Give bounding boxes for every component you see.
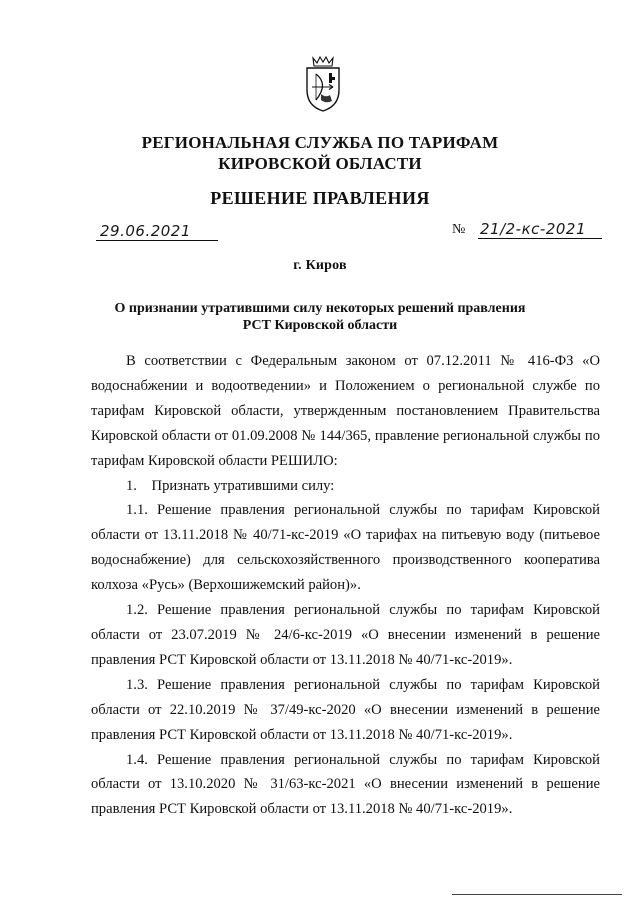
item-1-2: 1.2. Решение правления региональной службы по тарифам Кировской области от 23.07.2019 № 24/6-кс-2019 «О внесении изменений в решение правления РСТ Кировской области от 13.11.2018 № 40/71-кс-2019». <box>91 602 600 668</box>
organization-name-line2: КИРОВСКОЙ ОБЛАСТИ <box>218 154 422 173</box>
item-1-3: 1.3. Решение правления региональной службы по тарифам Кировской области от 22.10.2019 № 37/49-кс-2020 «О внесении изменений в решение правления РСТ Кировской области от 13.11.2018 № 40/71-кс-2019». <box>91 676 600 743</box>
city: г. Киров <box>293 258 347 273</box>
decision-number: 21/2-кс-2021 <box>478 220 602 239</box>
intro-paragraph: В соответствии с Федеральным законом от 07.12.2011 № 416-ФЗ «О водоснабжении и водоотведении» и Положением о региональной службе по тарифам Кировской области, утвержденным постановлением Правительства Кировской области от 01.09.2008 № 144/365, правление региональной службы по тарифам Кировской области РЕШИЛО: <box>91 353 600 469</box>
item-1-1: 1.1. Решение правления региональной службы по тарифам Кировской области от 13.11.2018 № 40/71-кс-2019 «О тарифах на питьевую воду (питьевое водоснабжение) для сельскохозяйственного производственного кооператива колхоза «Русь» (Верхошижемский район)». <box>91 502 600 594</box>
footer-divider <box>452 894 622 895</box>
item-1: 1. Признать утратившими силу: <box>126 477 335 494</box>
organization-name-line1: РЕГИОНАЛЬНАЯ СЛУЖБА ПО ТАРИФАМ <box>141 133 499 152</box>
subject-line2: РСТ Кировской области <box>242 318 398 333</box>
decision-date: 29.06.2021 <box>96 222 218 241</box>
subject-line1: О признании утратившими силу некоторых решений правления <box>114 301 526 316</box>
document-body <box>91 349 600 822</box>
number-sign: № <box>452 222 466 237</box>
document-title: РЕШЕНИЕ ПРАВЛЕНИЯ <box>210 188 430 208</box>
item-1-4: 1.4. Решение правления региональной службы по тарифам Кировской области от 13.10.2020 № 31/63-кс-2021 «О внесении изменений в решение правления РСТ Кировской области от 13.11.2018 № 40/71-кс-2019». <box>91 751 600 818</box>
coat-of-arms-icon <box>299 54 347 114</box>
